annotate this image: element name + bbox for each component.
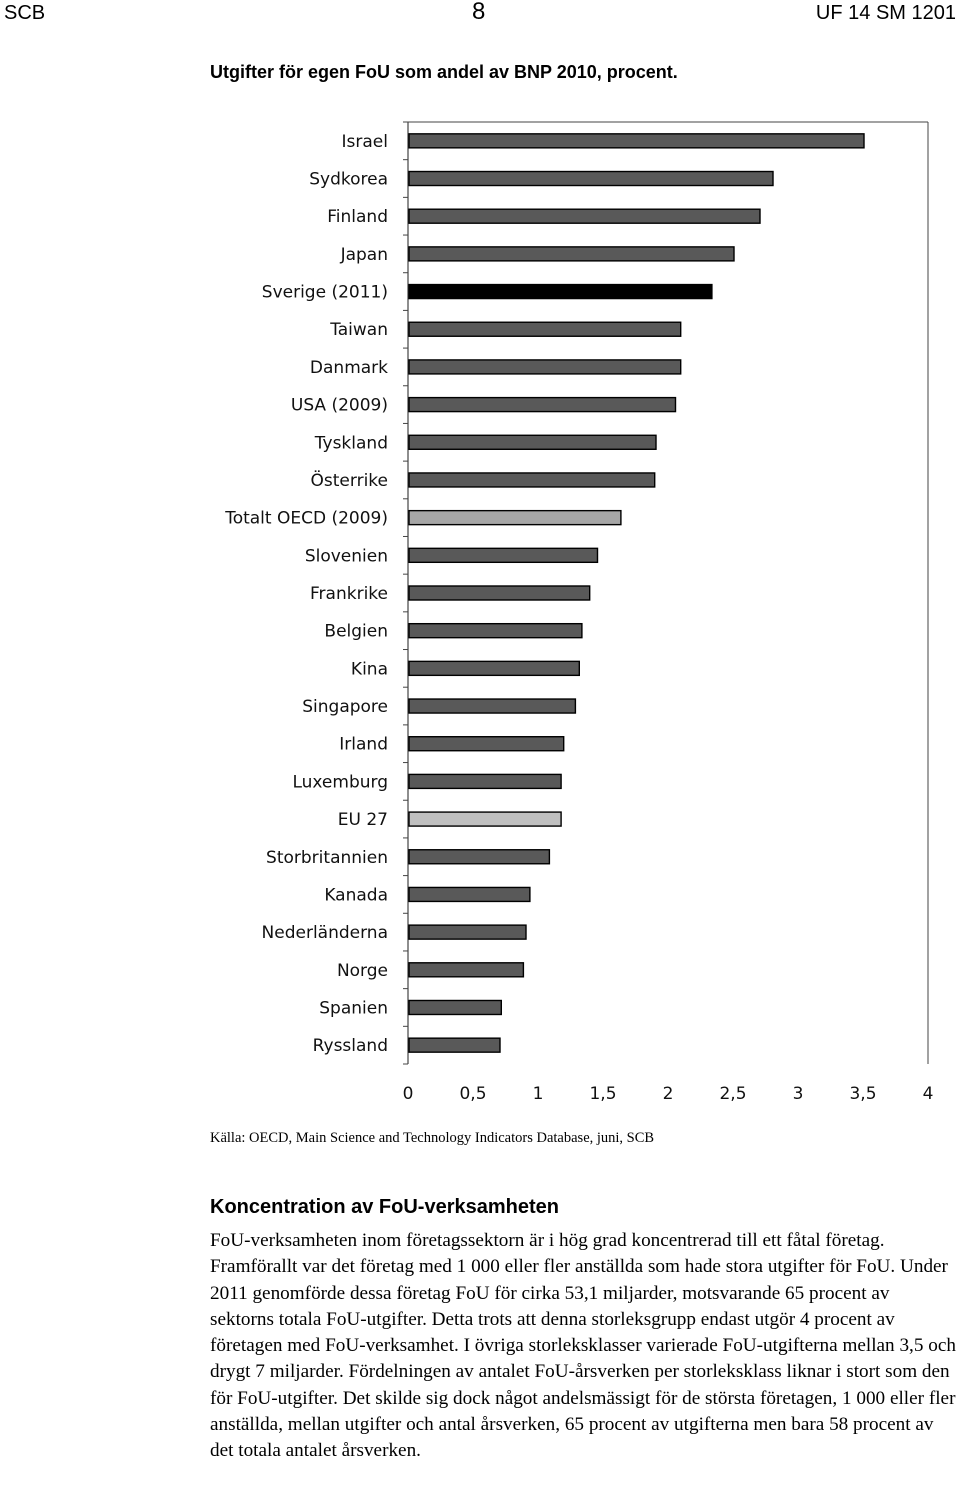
x-tick-label: 2,5 xyxy=(719,1084,747,1104)
category-label: Österrike xyxy=(310,470,388,491)
x-tick-label: 2 xyxy=(662,1084,674,1104)
source-note: Källa: OECD, Main Science and Technology Indicators Database, juni, SCB xyxy=(210,1130,655,1146)
bar xyxy=(409,435,656,449)
category-label: Singapore xyxy=(302,697,388,718)
category-label: Kina xyxy=(350,659,388,680)
bar xyxy=(409,661,579,675)
bar xyxy=(409,172,773,186)
bar xyxy=(409,322,681,336)
bar xyxy=(409,511,621,525)
bar xyxy=(409,209,760,223)
bar xyxy=(409,134,864,148)
bar xyxy=(409,850,549,864)
section-heading: Koncentration av FoU-verksamheten xyxy=(210,1196,559,1218)
bar xyxy=(409,473,655,487)
bar xyxy=(409,887,530,901)
bar xyxy=(409,285,712,299)
chart-title: Utgifter för egen FoU som andel av BNP 2010, procent. xyxy=(210,62,678,82)
bar xyxy=(409,699,575,713)
x-tick-labels xyxy=(403,1084,934,1104)
category-label: EU 27 xyxy=(337,810,388,831)
category-label: Spanien xyxy=(319,998,388,1019)
x-tick-label: 3,5 xyxy=(849,1084,877,1104)
category-label: Danmark xyxy=(309,357,388,378)
bars xyxy=(409,134,864,1052)
bar xyxy=(409,548,598,562)
bar xyxy=(409,925,526,939)
x-tick-label: 3 xyxy=(792,1084,804,1104)
category-label: Tyskland xyxy=(314,433,388,454)
page-number: 8 xyxy=(472,0,486,25)
category-label: Ryssland xyxy=(312,1036,388,1057)
bar xyxy=(409,1038,500,1052)
x-tick-label: 0,5 xyxy=(459,1084,487,1104)
x-tick-label: 1 xyxy=(532,1084,544,1104)
x-tick-label: 4 xyxy=(922,1084,934,1104)
bar xyxy=(409,774,561,788)
category-label: Nederländerna xyxy=(261,923,388,944)
header-left: SCB xyxy=(4,2,46,24)
body-paragraph: FoU-verksamheten inom företagssektorn är i hög grad koncentrerad till ett fåtal företag. Framförallt var det företag med 1 000 eller fler anställda som hade stora utgifter för FoU. Under 2011 genomförde dessa företag FoU för cirka 53,1 miljarder, motsvarande 65 procent av sektorns totala FoU-utgifter. Detta trots att denna storleksgrupp endast utgör 4 procent av företagen med FoU-verksamhet. I övriga storleksklasser varierade FoU-utgifterna mellan 3,5 och drygt 7 miljarder. Fördelningen av antalet FoU-årsverken per storleksklass liknar i stort som den för FoU-utgifter. Det skilde sig dock något andelsmässigt för de största företagen, 1 000 eller fler anställda, mellan utgifter och antal årsverken, 65 procent av utgifterna men bara 58 procent av det totala antalet årsverken. xyxy=(210,1230,956,1462)
category-label: Belgien xyxy=(324,621,388,642)
category-label: Norge xyxy=(336,960,388,981)
category-label: Luxemburg xyxy=(292,772,388,793)
bar xyxy=(409,737,564,751)
header-right: UF 14 SM 1201 xyxy=(815,2,956,24)
bar xyxy=(409,398,676,412)
category-label: Sydkorea xyxy=(309,169,388,190)
category-label: USA (2009) xyxy=(290,395,388,416)
category-label: Storbritannien xyxy=(266,847,388,868)
category-label: Taiwan xyxy=(330,320,388,341)
category-label: Israel xyxy=(341,131,388,152)
category-labels xyxy=(224,132,388,1056)
category-label: Frankrike xyxy=(310,584,388,604)
category-label: Totalt OECD (2009) xyxy=(225,508,388,529)
bar xyxy=(409,360,681,374)
bar xyxy=(409,586,590,600)
category-label: Irland xyxy=(339,734,388,755)
x-tick-label: 1,5 xyxy=(589,1084,617,1104)
bar xyxy=(409,963,523,977)
x-tick-label: 0 xyxy=(402,1084,414,1104)
bar xyxy=(409,1000,501,1014)
category-label: Sverige (2011) xyxy=(261,282,388,303)
bar xyxy=(409,624,582,638)
category-label: Finland xyxy=(327,207,388,228)
category-label: Slovenien xyxy=(304,546,388,567)
category-label: Kanada xyxy=(324,885,388,906)
category-label: Japan xyxy=(340,244,388,265)
bar xyxy=(409,247,734,261)
bar xyxy=(409,812,561,826)
